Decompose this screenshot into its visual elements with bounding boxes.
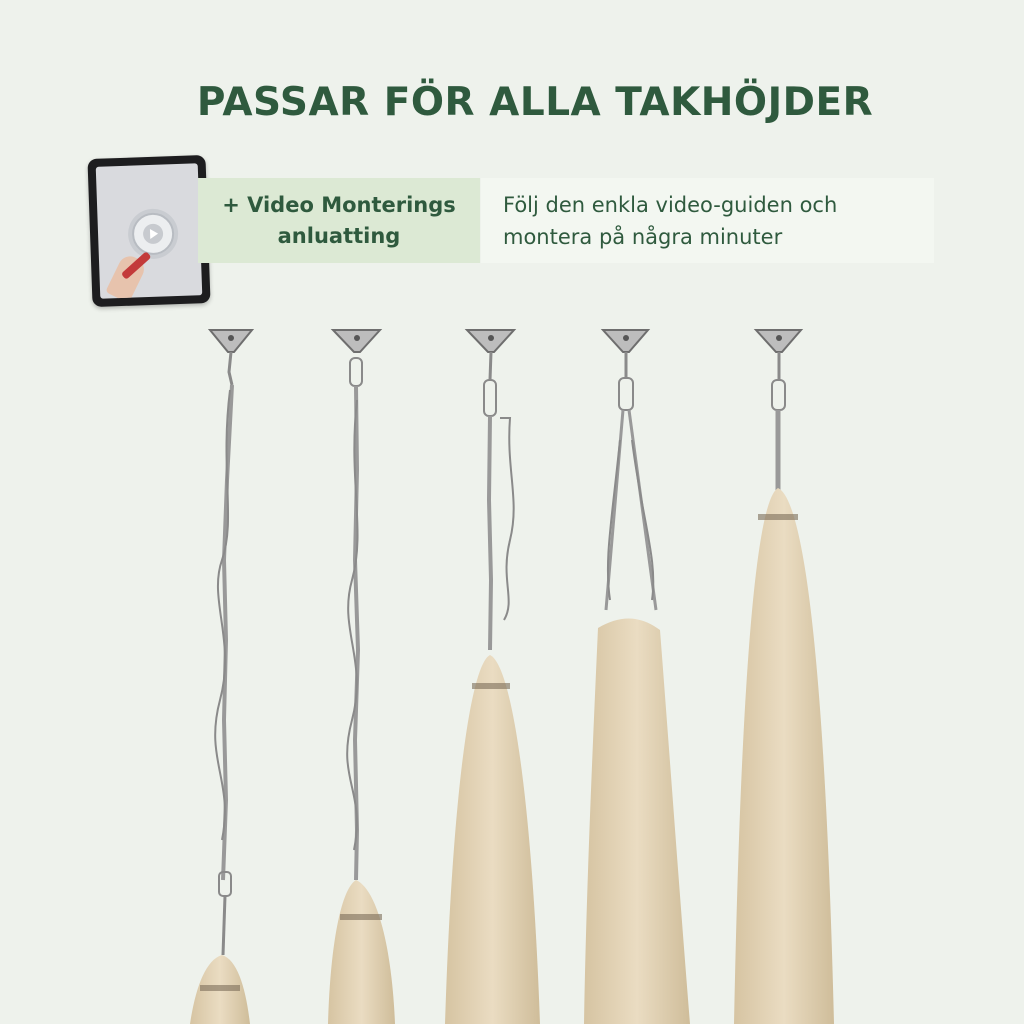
video-guide-description: Följ den enkla video-guiden och montera på några minuter xyxy=(481,178,934,263)
ceiling-mount-icon xyxy=(467,330,514,352)
ceiling-mount-icon xyxy=(210,330,252,352)
play-icon xyxy=(131,212,174,255)
swing-3 xyxy=(445,330,540,1024)
tablet-play-icon[interactable] xyxy=(87,155,210,307)
ceiling-mount-icon xyxy=(333,330,380,352)
ceiling-mount-icon xyxy=(603,330,648,352)
page-title: PASSAR FÖR ALLA TAKHÖJDER xyxy=(196,80,874,125)
swing-1 xyxy=(190,330,252,1024)
video-thumbnail xyxy=(96,163,203,298)
ceiling-mount-icon xyxy=(756,330,801,352)
video-guide-label[interactable]: + Video Monterings anluatting xyxy=(198,178,480,263)
swing-5 xyxy=(734,330,834,1024)
swing-4 xyxy=(584,330,690,1024)
swing-illustrations xyxy=(0,315,1024,1024)
swing-2 xyxy=(328,330,395,1024)
